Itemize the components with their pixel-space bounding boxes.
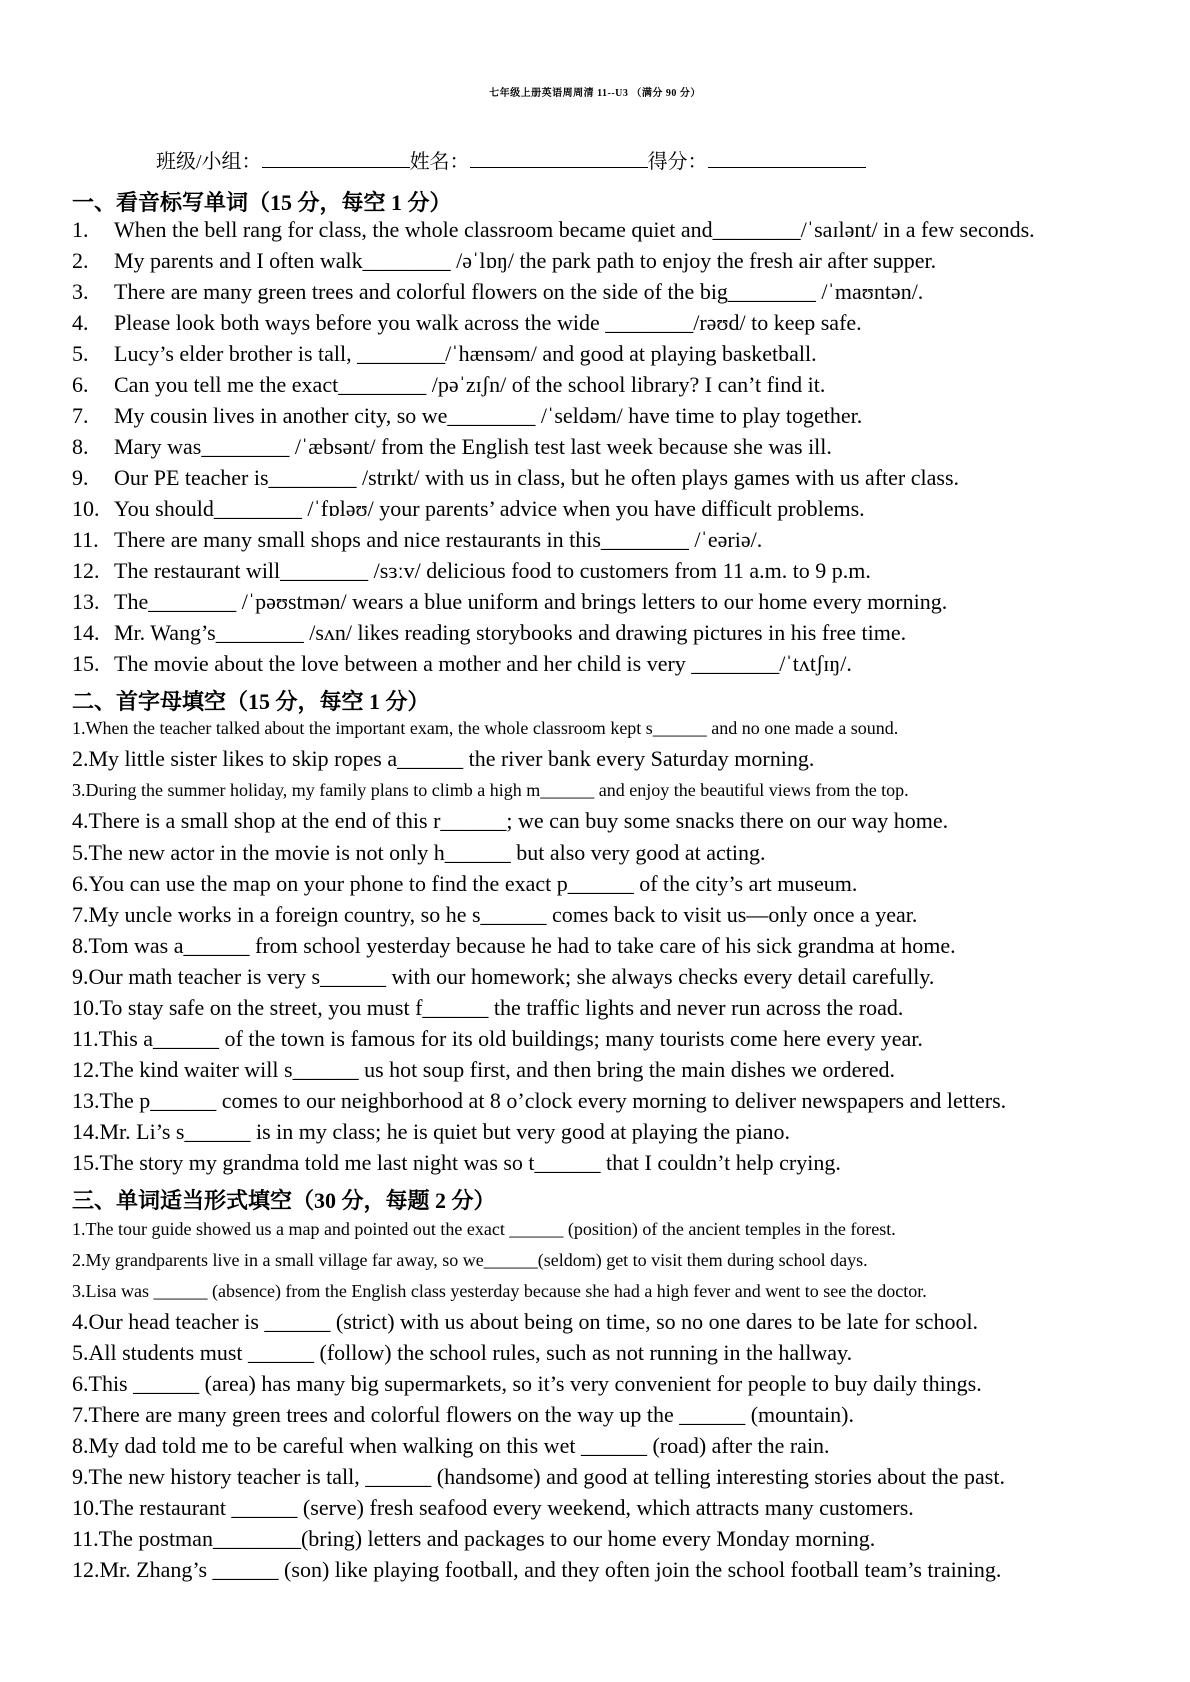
class-label: 班级/小组： (156, 151, 262, 173)
s3-question: 6.This ______ (area) has many big supermarkets, so it’s very convenient for people to buy daily things. (72, 1371, 982, 1396)
s1-question: 15. The movie about the love between a mother and her child is very ________/ˈtʌtʃɪŋ/. (72, 651, 852, 676)
s1-question: 6. Can you tell me the exact________ /pəˈzɪʃn/ of the school library? I can’t find it. (72, 372, 826, 397)
s3-question: 4.Our head teacher is ______ (strict) with us about being on time, so no one dares to be late for school. (72, 1309, 979, 1334)
s1-question: 2. My parents and I often walk________ /əˈlɒŋ/ the park path to enjoy the fresh air after supper. (72, 248, 937, 273)
s2-question: 11.This a______ of the town is famous for its old buildings; many tourists come here every year. (72, 1026, 923, 1051)
s1-question: 13. The________ /ˈpəʊstmən/ wears a blue uniform and brings letters to our home every morning. (72, 589, 948, 614)
s2-question: 7.My uncle works in a foreign country, so he s______ comes back to visit us—only once a year. (72, 902, 918, 927)
s2-question: 6.You can use the map on your phone to find the exact p______ of the city’s art museum. (72, 871, 858, 896)
s1-question: 14. Mr. Wang’s________ /sʌn/ likes reading storybooks and drawing pictures in his free time. (72, 620, 907, 645)
student-info-line (156, 145, 866, 174)
s3-question: 5.All students must ______ (follow) the school rules, such as not running in the hallway. (72, 1340, 853, 1365)
s1-question: 12. The restaurant will________ /sɜːv/ delicious food to customers from 11 a.m. to 9 p.m. (72, 558, 871, 583)
s1-question: 3. There are many green trees and colorful flowers on the side of the big________ /ˈmaʊntən/. (72, 279, 924, 304)
name-label: 姓名： (409, 151, 470, 173)
s3-question: 10.The restaurant ______ (serve) fresh seafood every weekend, which attracts many customers. (72, 1495, 914, 1520)
s2-question: 14.Mr. Li’s s______ is in my class; he is quiet but very good at playing the piano. (72, 1119, 790, 1144)
score-blank[interactable] (708, 147, 866, 168)
name-blank[interactable] (470, 147, 648, 168)
s2-question: 12.The kind waiter will s______ us hot soup first, and then bring the main dishes we ordered. (72, 1057, 896, 1082)
s2-question: 13.The p______ comes to our neighborhood at 8 o’clock every morning to deliver newspapers and letters. (72, 1088, 1007, 1113)
s2-question: 3.During the summer holiday, my family plans to climb a high m______ and enjoy the beautiful views from the top. (72, 780, 909, 800)
s1-question: 5. Lucy’s elder brother is tall, ________/ˈhænsəm/ and good at playing basketball. (72, 341, 817, 366)
s1-question: 7. My cousin lives in another city, so we________ /ˈseldəm/ have time to play together. (72, 403, 863, 428)
s3-question: 9.The new history teacher is tall, ______ (handsome) and good at telling interesting stories about the past. (72, 1464, 1005, 1489)
s3-question: 1.The tour guide showed us a map and pointed out the exact ______ (position) of the ancient temples in the forest. (72, 1219, 896, 1239)
s2-question: 10.To stay safe on the street, you must f______ the traffic lights and never run across the road. (72, 995, 904, 1020)
s1-question: 11. There are many small shops and nice restaurants in this________ /ˈeəriə/. (72, 527, 763, 552)
s2-question: 2.My little sister likes to skip ropes a______ the river bank every Saturday morning. (72, 746, 815, 771)
s1-question: 10. You should________ /ˈfɒləʊ/ your parents’ advice when you have difficult problems. (72, 496, 865, 521)
s2-question: 8.Tom was a______ from school yesterday because he had to take care of his sick grandma at home. (72, 933, 956, 958)
page-title: 七年级上册英语周周清 11--U3 （满分 90 分） (489, 88, 701, 99)
section-3-heading: 三、单词适当形式填空（30 分，每题 2 分） (72, 1188, 496, 1213)
s3-question: 2.My grandparents live in a small village far away, so we______(seldom) get to visit them during school days. (72, 1250, 868, 1270)
s3-question: 12.Mr. Zhang’s ______ (son) like playing football, and they often join the school football team’s training. (72, 1557, 1002, 1582)
s1-question: 4. Please look both ways before you walk across the wide ________/rəʊd/ to keep safe. (72, 310, 862, 335)
s2-question: 1.When the teacher talked about the important exam, the whole classroom kept s______ and no one made a sound. (72, 718, 899, 738)
class-blank[interactable] (262, 147, 410, 168)
s2-question: 15.The story my grandma told me last night was so t______ that I couldn’t help crying. (72, 1150, 841, 1175)
s1-question: 1. When the bell rang for class, the whole classroom became quiet and________/ˈsaɪlənt/ in a few seconds. (72, 217, 1035, 242)
s3-question: 11.The postman________(bring) letters and packages to our home every Monday morning. (72, 1526, 876, 1551)
s2-question: 4.There is a small shop at the end of this r______; we can buy some snacks there on our way home. (72, 808, 949, 833)
s1-question: 8. Mary was________ /ˈæbsənt/ from the English test last week because she was ill. (72, 434, 832, 459)
s3-question: 8.My dad told me to be careful when walking on this wet ______ (road) after the rain. (72, 1433, 830, 1458)
s3-question: 3.Lisa was ______ (absence) from the English class yesterday because she had a high fever and went to see the doctor. (72, 1281, 927, 1301)
s2-question: 9.Our math teacher is very s______ with our homework; she always checks every detail carefully. (72, 964, 935, 989)
s3-question: 7.There are many green trees and colorful flowers on the way up the ______ (mountain). (72, 1402, 854, 1427)
s1-question: 9. Our PE teacher is________ /strɪkt/ with us in class, but he often plays games with us after class. (72, 465, 960, 490)
score-label: 得分： (647, 151, 708, 173)
s2-question: 5.The new actor in the movie is not only h______ but also very good at acting. (72, 840, 766, 865)
section-1-heading: 一、看音标写单词（15 分，每空 1 分） (72, 190, 452, 215)
section-2-heading: 二、首字母填空（15 分，每空 1 分） (72, 689, 430, 714)
